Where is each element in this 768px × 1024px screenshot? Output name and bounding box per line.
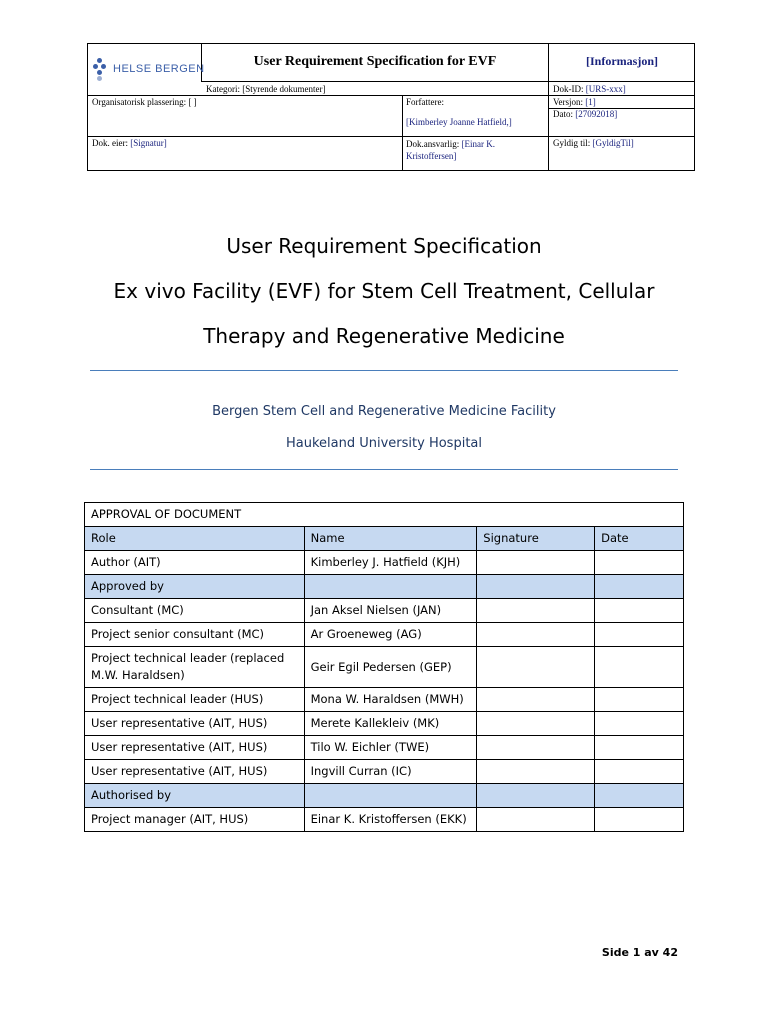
authorised-by-row bbox=[85, 784, 684, 808]
divider-top bbox=[90, 370, 678, 371]
doc-title-line2: Ex vivo Facility (EVF) for Stem Cell Treatment, Cellular bbox=[113, 279, 655, 303]
authorised-by-label: Authorised by bbox=[85, 784, 305, 808]
signature-cell bbox=[477, 599, 595, 623]
approved-by-label: Approved by bbox=[85, 575, 305, 599]
table-row bbox=[85, 688, 684, 712]
table-row bbox=[85, 760, 684, 784]
forfattere-value: [Kimberley Joanne Hatfield,] bbox=[406, 117, 512, 127]
helse-bergen-logo bbox=[93, 58, 205, 80]
col-role: Role bbox=[85, 527, 305, 551]
gyldig-til: Gyldig til: [GyldigTil] bbox=[553, 138, 634, 148]
doc-title-line1: User Requirement Specification bbox=[226, 234, 542, 258]
name-cell: Ingvill Curran (IC) bbox=[304, 760, 477, 784]
document-header bbox=[87, 43, 695, 171]
signature-cell bbox=[477, 808, 595, 832]
column-header-row bbox=[85, 527, 684, 551]
logo-dots-icon bbox=[93, 58, 107, 80]
table-row bbox=[85, 736, 684, 760]
page-number: Side 1 av 42 bbox=[601, 946, 678, 959]
role-cell: Consultant (MC) bbox=[85, 599, 305, 623]
dato: Dato: [27092018] bbox=[553, 109, 618, 119]
date-cell bbox=[595, 551, 684, 575]
doc-title-line3: Therapy and Regenerative Medicine bbox=[203, 324, 565, 348]
role-cell: Project technical leader (HUS) bbox=[85, 688, 305, 712]
signature-cell bbox=[477, 760, 595, 784]
approved-by-row bbox=[85, 575, 684, 599]
forfattere-label: Forfattere: bbox=[406, 97, 444, 107]
signature-cell bbox=[477, 736, 595, 760]
signature-cell bbox=[477, 623, 595, 647]
date-cell bbox=[595, 808, 684, 832]
signature-cell bbox=[477, 712, 595, 736]
signature-cell bbox=[477, 688, 595, 712]
name-cell: Kimberley J. Hatfield (KJH) bbox=[304, 551, 477, 575]
name-cell: Einar K. Kristoffersen (EKK) bbox=[304, 808, 477, 832]
date-cell bbox=[595, 736, 684, 760]
role-cell: Project senior consultant (MC) bbox=[85, 623, 305, 647]
signature-cell bbox=[477, 647, 595, 688]
approval-heading: APPROVAL OF DOCUMENT bbox=[85, 503, 684, 527]
name-cell: Mona W. Haraldsen (MWH) bbox=[304, 688, 477, 712]
table-row bbox=[85, 599, 684, 623]
header-title: User Requirement Specification for EVF bbox=[253, 54, 497, 69]
logo-text: HELSE BERGEN bbox=[113, 63, 205, 75]
dok-id: Dok-ID: [URS-xxx] bbox=[553, 84, 626, 94]
approval-table bbox=[84, 502, 684, 832]
dok-ansvarlig: Dok.ansvarlig: [Einar K. Kristoffersen] bbox=[406, 139, 495, 161]
table-row bbox=[85, 808, 684, 832]
name-cell: Merete Kallekleiv (MK) bbox=[304, 712, 477, 736]
versjon: Versjon: [1] bbox=[553, 97, 596, 107]
date-cell bbox=[595, 688, 684, 712]
name-cell: Geir Egil Pedersen (GEP) bbox=[304, 647, 477, 688]
info-label: [Informasjon] bbox=[586, 54, 658, 68]
date-cell bbox=[595, 623, 684, 647]
role-cell: User representative (AIT, HUS) bbox=[85, 712, 305, 736]
dok-eier: Dok. eier: [Signatur] bbox=[92, 138, 167, 148]
name-cell: Jan Aksel Nielsen (JAN) bbox=[304, 599, 477, 623]
date-cell bbox=[595, 599, 684, 623]
role-cell: User representative (AIT, HUS) bbox=[85, 736, 305, 760]
date-cell bbox=[595, 647, 684, 688]
hospital-name: Haukeland University Hospital bbox=[286, 436, 482, 451]
table-row bbox=[85, 712, 684, 736]
divider-bottom bbox=[90, 469, 678, 470]
name-cell: Tilo W. Eichler (TWE) bbox=[304, 736, 477, 760]
role-cell: Project technical leader (replaced M.W. Haraldsen) bbox=[85, 647, 305, 688]
kategori: Kategori: [Styrende dokumenter] bbox=[206, 84, 326, 94]
role-cell: Author (AIT) bbox=[85, 551, 305, 575]
approval-heading-row bbox=[85, 503, 684, 527]
org-placement: Organisatorisk plassering: [ ] bbox=[92, 97, 197, 107]
table-row bbox=[85, 647, 684, 688]
name-cell: Ar Groeneweg (AG) bbox=[304, 623, 477, 647]
col-name: Name bbox=[304, 527, 477, 551]
signature-cell bbox=[477, 551, 595, 575]
table-row bbox=[85, 551, 684, 575]
date-cell bbox=[595, 760, 684, 784]
facility-name: Bergen Stem Cell and Regenerative Medicine Facility bbox=[212, 404, 556, 419]
col-date: Date bbox=[595, 527, 684, 551]
role-cell: User representative (AIT, HUS) bbox=[85, 760, 305, 784]
table-row bbox=[85, 623, 684, 647]
role-cell: Project manager (AIT, HUS) bbox=[85, 808, 305, 832]
date-cell bbox=[595, 712, 684, 736]
col-signature: Signature bbox=[477, 527, 595, 551]
